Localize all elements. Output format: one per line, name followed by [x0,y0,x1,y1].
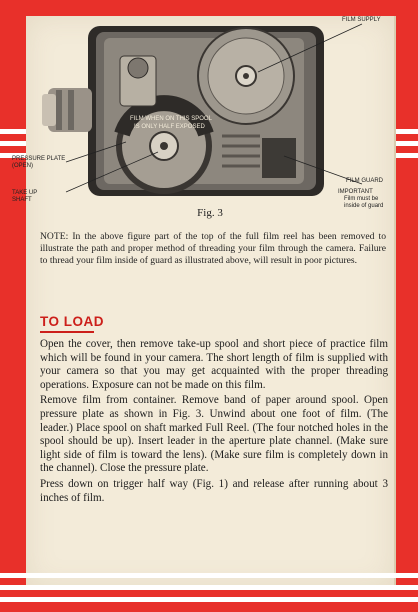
important-detail: Film must be inside of guard [344,196,384,209]
bottom-band-3 [0,597,418,602]
important-label: IMPORTANT [338,189,373,195]
camera-figure [12,16,394,216]
section-body [40,338,388,507]
page [12,16,396,588]
reel-label-line1: FILM WHEN ON THIS SPOOL [130,116,212,122]
section-heading: TO LOAD [40,314,104,329]
film-guard-label: FILM GUARD [346,178,384,184]
film-supply-label: FILM SUPPLY [342,17,381,23]
take-up-shaft-label: TAKE UP SHAFT [12,190,38,203]
heading-underline [40,331,94,333]
paragraph-remove-film: Remove film from container. Remove band of paper around spool. Open pressure plate as shown in Fig. 3. Unwind about one foot of film. (The leader.) Place spool on shaft marked Full Reel. (The four notched holes in the spool should be up). Insert leader in the aperture plate channel. (Make sure light side of film is toward the lens). (Make sure film is completely down in the channel). Close the pressure plate. [40,394,388,475]
camera-illustration [26,16,394,206]
reel-label-line2: IS ONLY HALF EXPOSED [134,124,205,130]
paragraph-open-cover: Open the cover, then remove take-up spool and short piece of practice film which will be found in your camera. The short length of film is supplied with your camera so that you may get acquainted with the proper threading operations. Exposure can not be made on this film. [40,338,388,391]
pressure-plate-label: PRESSURE PLATE (OPEN) [12,156,66,169]
bottom-band-1 [0,573,418,578]
note-paragraph: NOTE: In the above figure part of the top of the full film reel has been removed to illustrate the path and proper method of threading your film through the camera. Failure to thread your film inside of guard as illustrated above, will result in poor pictures. [40,231,386,266]
paragraph-press-trigger: Press down on trigger half way (Fig. 1) and release after running about 3 inches of film. [40,477,388,504]
bottom-band-2 [0,585,418,590]
figure-caption: Fig. 3 [197,207,223,219]
